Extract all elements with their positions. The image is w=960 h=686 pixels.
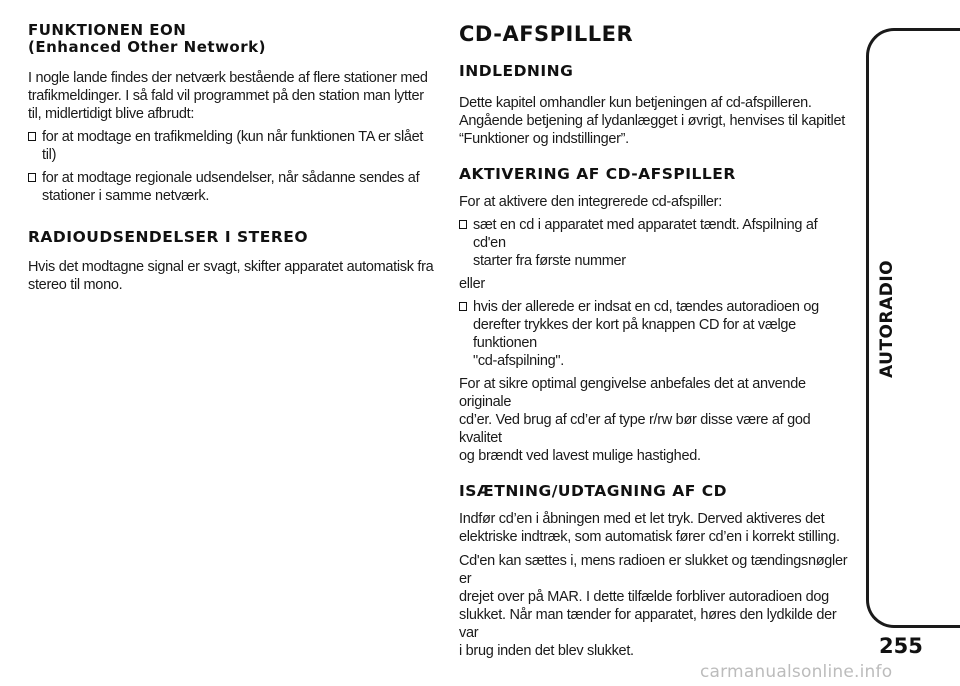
insert-heading: ISÆTNING/UDTAGNING AF CD [459,482,728,500]
eon-title-line-2: (Enhanced Other Network) [28,38,266,56]
eon-bullet-1-text: for at modtage en trafikmelding (kun når funktionen TA er slået til) [42,129,424,163]
eon-bullet-2 [28,169,440,205]
stereo-heading: RADIOUDSENDELSER I STEREO [28,228,309,246]
activate-text: For at aktivere den integrerede cd-afspiller: [459,194,722,210]
eon-bullet-2-text: for at modtage regionale udsendelser, når sådanne sendes af stationer i samme netværk. [42,170,420,204]
checkbox-bullet-icon [459,302,467,311]
eon-intro: I nogle lande findes der netværk bestående af flere stationer med trafikmeldinger. I så fald vil programmet på den station man lytter til, midlertidigt blive afbrudt: [28,70,428,122]
right-column [459,22,849,660]
activate-note: For at sikre optimal gengivelse anbefales det at anvende originale cd’er. Ved brug af cd’er af type r/rw bør disse være af god kvalitet og brændt ved lavest mulige hastighed. [459,376,811,464]
activate-heading: AKTIVERING AF CD-AFSPILLER [459,165,736,183]
checkbox-bullet-icon [28,132,36,141]
activate-bullet-2-text: hvis der allerede er indsat en cd, tændes autoradioen og derefter trykkes der kort på knappen CD for at vælge funktionen "cd-afspilning". [473,299,819,369]
eon-bullet-1 [28,128,440,164]
checkbox-bullet-icon [459,220,467,229]
activate-bullet-2 [459,298,849,370]
chapter-tab-label: AUTORADIO [877,259,897,378]
intro-heading: INDLEDNING [459,62,574,80]
insert-text-1: Indfør cd’en i åbningen med et let tryk. Derved aktiveres det elektriske indtræk, som automatisk fører cd’en i korrekt stilling. [459,511,840,545]
activate-bullet-1-text: sæt en cd i apparatet med apparatet tændt. Afspilning af cd'en starter fra første nummer [473,217,818,269]
stereo-text: Hvis det modtagne signal er svagt, skifter apparatet automatisk fra stereo til mono. [28,259,434,293]
or-text: eller [459,276,485,292]
watermark: carmanualsonline.info [700,662,893,682]
activate-bullet-1 [459,216,849,270]
insert-text-2: Cd'en kan sættes i, mens radioen er slukket og tændingsnøgler er drejet over på MAR. I dette tilfælde forbliver autoradioen dog slukket. Når man tænder for apparatet, høres den lydkilde der var i brug inden det blev slukket. [459,553,848,659]
checkbox-bullet-icon [28,173,36,182]
page-number: 255 [879,634,923,658]
cd-section-title: CD-AFSPILLER [459,22,634,46]
left-column [28,22,440,294]
eon-title-line-1: FUNKTIONEN EON [28,21,187,39]
intro-text: Dette kapitel omhandler kun betjeningen af cd-afspilleren. Angående betjening af lydanlægget i øvrigt, henvises til kapitlet “Funktioner og indstillinger”. [459,95,845,147]
